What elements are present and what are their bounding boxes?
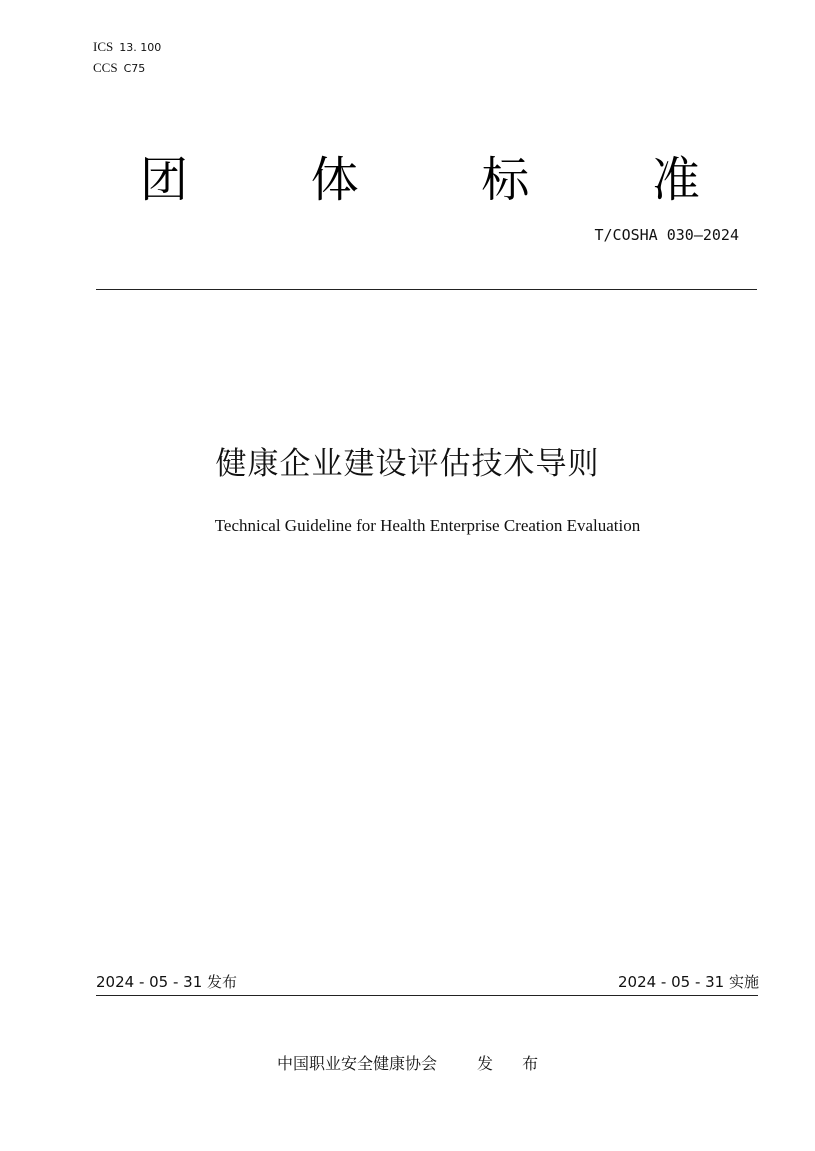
issuer-name: 中国职业安全健康协会 (277, 1054, 438, 1073)
bottom-divider (96, 995, 758, 996)
banner-char: 团 (140, 152, 189, 208)
banner-char: 体 (310, 152, 359, 208)
ccs-code (93, 60, 145, 77)
ccs-label: CCS (93, 60, 118, 75)
ccs-value: C75 (123, 62, 146, 75)
publish-date: 2024 - 05 - 31 发布 (96, 973, 238, 991)
document-title-zh: 健康企业建设评估技术导则 (215, 446, 600, 482)
document-title-en: Technical Guideline for Health Enterprise Creation Evaluation (214, 516, 641, 535)
issuer-line (277, 1054, 550, 1074)
issuer-action: 发 布 (477, 1054, 551, 1073)
banner-char: 准 (651, 152, 700, 208)
standard-number: T/COSHA 030—2024 (594, 226, 739, 244)
banner-char: 标 (481, 152, 530, 208)
ics-code (93, 39, 161, 56)
top-divider (96, 289, 757, 290)
ics-value: 13. 100 (119, 41, 162, 54)
implement-date: 2024 - 05 - 31 实施 (617, 973, 759, 991)
ics-label: ICS (93, 39, 114, 54)
standard-type-banner (140, 148, 700, 212)
